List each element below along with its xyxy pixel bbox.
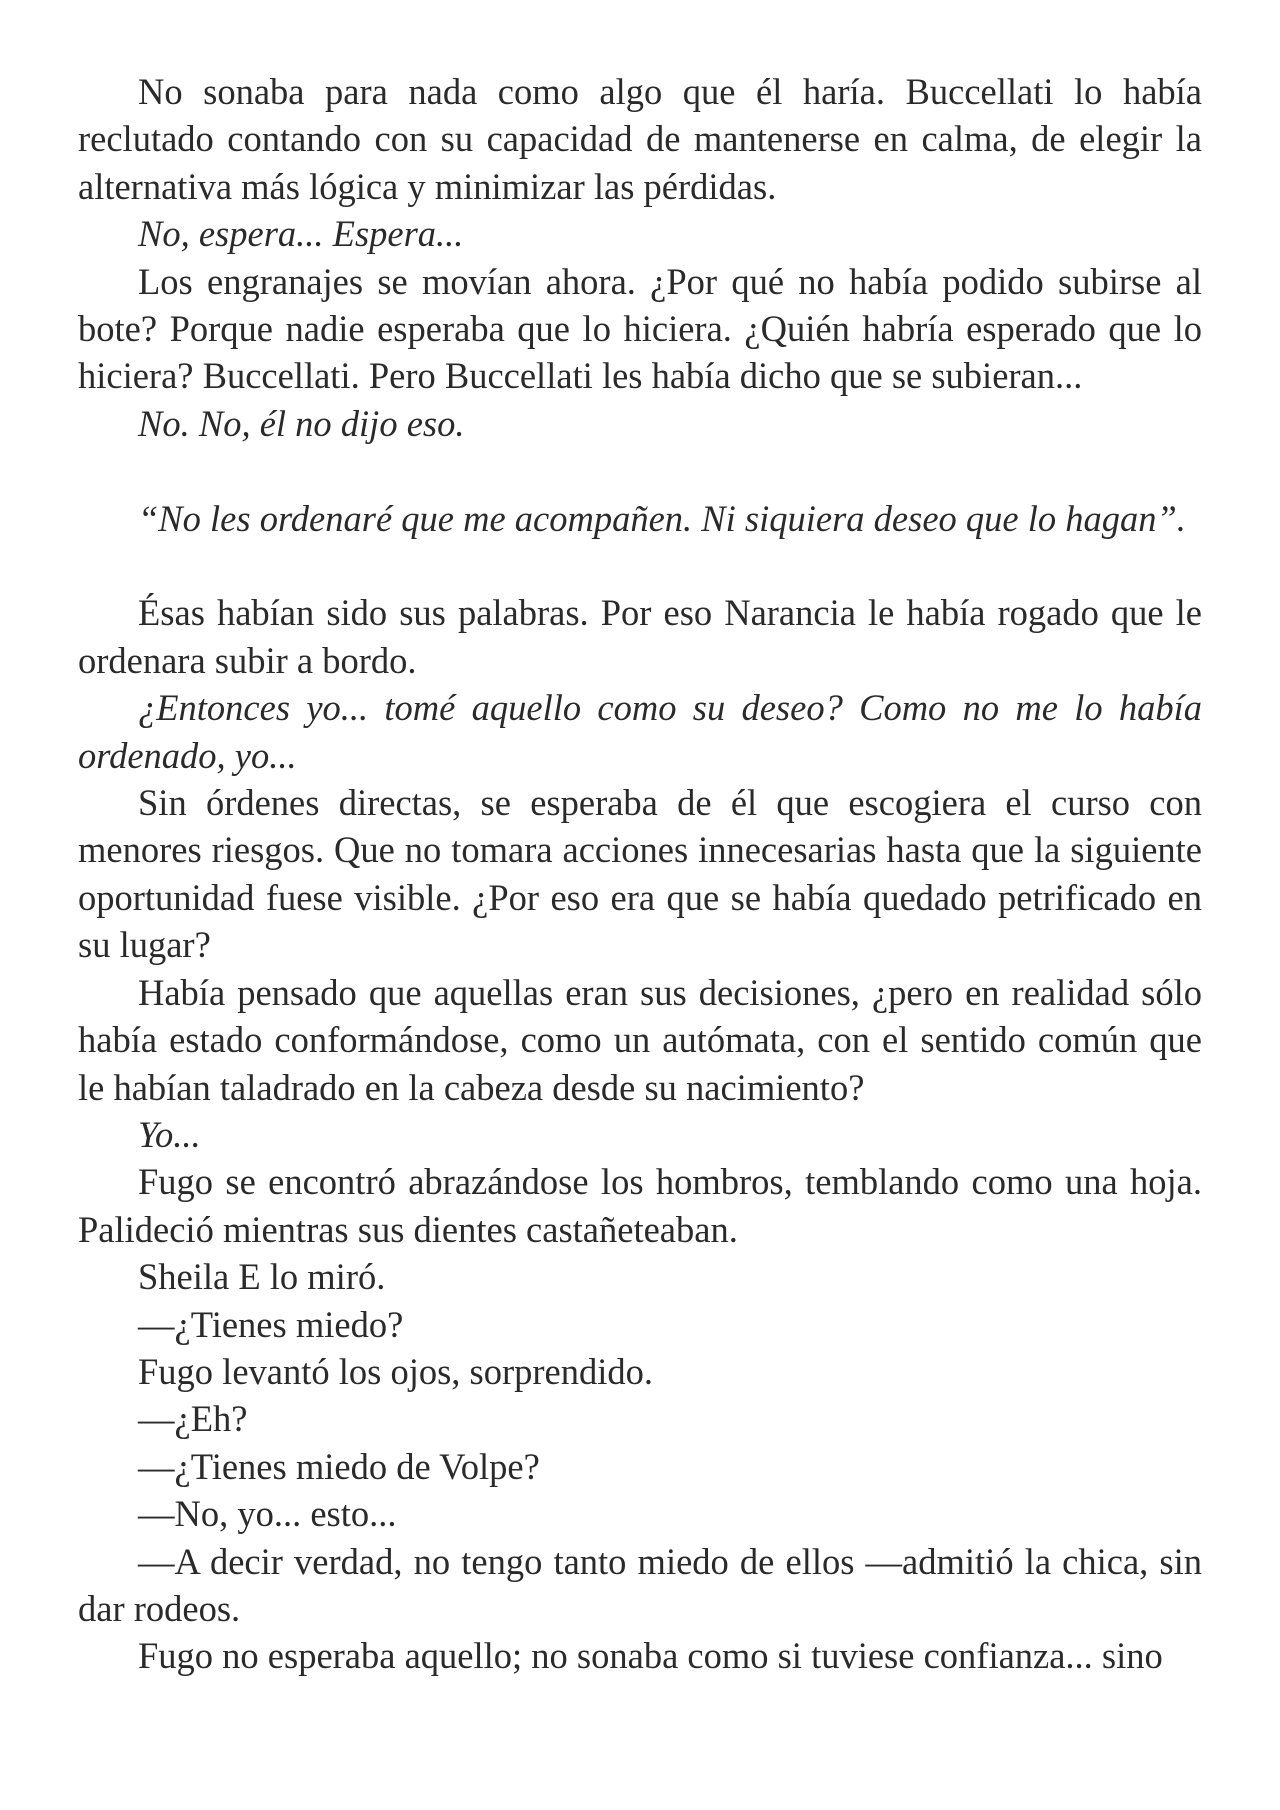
paragraph: Sheila E lo miró.	[138, 1256, 386, 1298]
dialogue-line: —No, yo... esto...	[138, 1493, 397, 1535]
paragraph: Fugo no esperaba aquello; no sonaba como si tuviese confianza... sino	[138, 1635, 1163, 1677]
paragraph: Fugo levantó los ojos, sorprendido.	[138, 1350, 654, 1392]
paragraph: Los engranajes se movían ahora. ¿Por qué no había podido subirse al bote? Porque nadie esperaba que lo hiciera. ¿Quién habría esperado que lo hiciera? Buccellati. Pero Buccellati les había dicho que se subieran...	[78, 260, 1202, 397]
paragraph: No sonaba para nada como algo que él haría. Buccellati lo había reclutado contando con su capacidad de mantenerse en calma, de elegir la alternativa más lógica y minimizar las pérdidas.	[78, 71, 1202, 207]
blank-line	[78, 542, 1202, 589]
quote-paragraph: “No les ordenaré que me acompañen. Ni siquiera deseo que lo hagan”.	[138, 497, 1186, 539]
paragraph-italic: ¿Entonces yo... tomé aquello como su deseo? Como no me lo había ordenado, yo...	[78, 687, 1202, 776]
paragraph-italic: No, espera... Espera...	[138, 213, 464, 255]
dialogue-line: —¿Eh?	[138, 1398, 248, 1440]
dialogue-line: —¿Tienes miedo?	[138, 1303, 404, 1345]
blank-line	[78, 447, 1202, 494]
paragraph: Sin órdenes directas, se esperaba de él que escogiera el curso con menores riesgos. Que no tomara acciones innecesarias hasta que la siguiente oportunidad fuese visible. ¿Por eso era que se había quedado petrificado en su lugar?	[78, 782, 1202, 966]
dialogue-line: —A decir verdad, no tengo tanto miedo de ellos —admitió la chica, sin dar rodeos.	[78, 1540, 1202, 1629]
paragraph: Ésas habían sido sus palabras. Por eso Narancia le había rogado que le ordenara subir a bordo.	[78, 592, 1202, 681]
book-page	[78, 68, 1202, 1680]
paragraph-italic: Yo...	[138, 1113, 201, 1155]
paragraph: Fugo se encontró abrazándose los hombros, temblando como una hoja. Palideció mientras sus dientes castañeteaban.	[78, 1161, 1202, 1250]
paragraph: Había pensado que aquellas eran sus decisiones, ¿pero en realidad sólo había estado conformándose, como un autómata, con el sentido común que le habían taladrado en la cabeza desde su nacimiento?	[78, 971, 1202, 1108]
paragraph-italic: No. No, él no dijo eso.	[138, 402, 465, 444]
dialogue-line: —¿Tienes miedo de Volpe?	[138, 1445, 540, 1487]
